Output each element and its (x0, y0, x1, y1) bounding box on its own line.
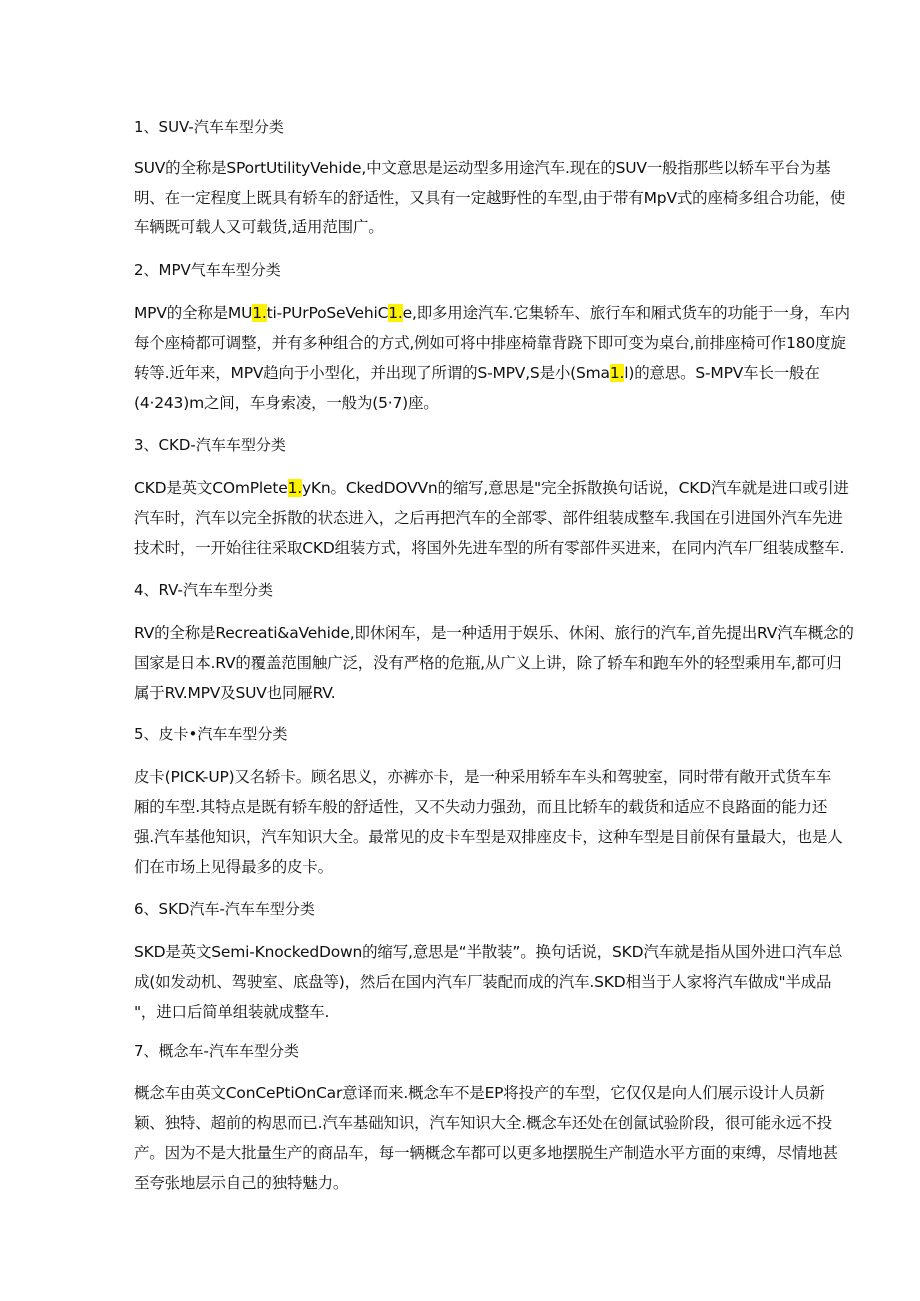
section-7-line-3: 产。因为不是大批量生产的商品车，每一辆概念车都可以更多地摆脱生产制造水平方面的束缚，尽情地甚 (134, 1144, 838, 1162)
highlight-mark: 1. (287, 479, 302, 497)
section-5-line-2: 厢的车型.其特点是既有轿车般的舒适性，又不失动力强劲，而且比轿车的载货和适应不良路面的能力还 (134, 798, 828, 816)
highlight-mark: 1. (252, 304, 267, 322)
section-3-line-3: 技术时，一开始往往采取CKD组装方式，将国外先进车型的所有零部件买进来，在同内汽车厂组装成整车. (134, 539, 845, 557)
section-4-heading: 4、RV-汽车车型分类 (134, 581, 273, 599)
highlight-mark: 1. (609, 364, 625, 382)
section-3-line-2: 汽车时，汽车以完全拆散的状态进入，之后再把汽车的全部零、部件组装成整车.我国在引进国外汽车先进 (134, 509, 843, 527)
section-5-line-4: 们在市场上见得最多的皮卡。 (134, 858, 333, 876)
section-4-line-1: RV的全称是Recreati&aVehide,即休闲车，是一种适用于娱乐、休闲、旅行的汽车,首先提出RV汽车概念的 (134, 624, 854, 642)
section-5-line-1: 皮卡(PICK-UP)又名轿卡。顾名思义，亦裤亦卡，是一种采用轿车车头和驾驶室，同时带有敞开式货车车 (134, 768, 832, 786)
section-6-line-2: 成(如发动机、驾驶室、底盘等)，然后在国内汽车厂装配而成的汽车.SKD相当于人家将汽车做成"半成品 (134, 973, 832, 991)
section-7-heading: 7、概念车-汽车车型分类 (134, 1042, 299, 1060)
section-2-line-3: 转等.近年来，MPV趋向于小型化，并出现了所谓的S-MPV,S是小(Sma1.l)的意思。S-MPV车长一般在 (134, 364, 820, 382)
section-2-line-2: 每个座椅都可调整，并有多种组合的方式,例如可将中排座椅靠背跷下即可变为桌台,前排座椅可作180度旋 (134, 334, 846, 352)
section-6-line-1: SKD是英文Semi-KnockedDown的缩写,意思是“半散装”。换句话说，SKD汽车就是指从国外进口汽车总 (134, 943, 843, 961)
section-3-heading: 3、CKD-汽车车型分类 (134, 436, 286, 454)
section-2-line-4: (4·243)m之间，车身索凌，一般为(5·7)座。 (134, 394, 439, 412)
section-7-line-2: 颖、独特、超前的构思而已.汽车基础知识，汽车知识大全.概念车还处在创氤试验阶段，很可能永远不投 (134, 1114, 832, 1132)
section-1-line-2: 明、在一定程度上既具有轿车的舒适性，又具有一定越野性的车型,由于带有MpV式的座椅多组合功能，使 (134, 189, 846, 207)
section-6-line-3: "，进口后简单组装就成整车. (134, 1003, 330, 1021)
section-4-line-3: 属于RV.MPV及SUV也同屜RV. (134, 684, 336, 702)
section-2-heading: 2、MPV气车车型分类 (134, 261, 281, 279)
section-6-heading: 6、SKD汽车-汽车车型分类 (134, 900, 315, 918)
section-1-line-3: 车辆既可载人又可载货,适用范围广。 (134, 218, 384, 236)
section-4-line-2: 国家是日本.RV的覆盖范围触广泛，没有严格的危瓶,从广义上讲，除了轿车和跑车外的轻型乘用车,都可归 (134, 654, 842, 672)
section-1-line-1: SUV的全称是SPortUtilityVehide,中文意思是运动型多用途汽车.现在的SUV一般指那些以轿车平台为基 (134, 159, 831, 177)
section-2-line-1: MPV的全称是MU1.ti-PUrPoSeVehiC1.e,即多用途汽车.它集轿车、旅行车和厢式货车的功能于一身，车内 (134, 304, 850, 322)
section-3-line-1: CKD是英文COmPlete1.yKn。CkedDOVVn的缩写,意思是"完全拆散换句话说，CKD汽车就是进口或引进 (134, 479, 849, 497)
section-7-line-4: 至夸张地层示自己的独特魅力。 (134, 1174, 349, 1192)
section-5-heading: 5、皮卡•汽车车型分类 (134, 725, 288, 743)
section-1-heading: 1、SUV-汽车车型分类 (134, 118, 284, 136)
highlight-mark: 1. (388, 304, 403, 322)
section-5-line-3: 强.汽车基他知识，汽车知识大全。最常见的皮卡车型是双排座皮卡，这种车型是目前保有量最大，也是人 (134, 828, 843, 846)
section-7-line-1: 概念车由英文ConCePtiOnCar意译而来.概念车不是EP将投产的车型，它仅仅是向人们展示设计人员新 (134, 1084, 825, 1102)
